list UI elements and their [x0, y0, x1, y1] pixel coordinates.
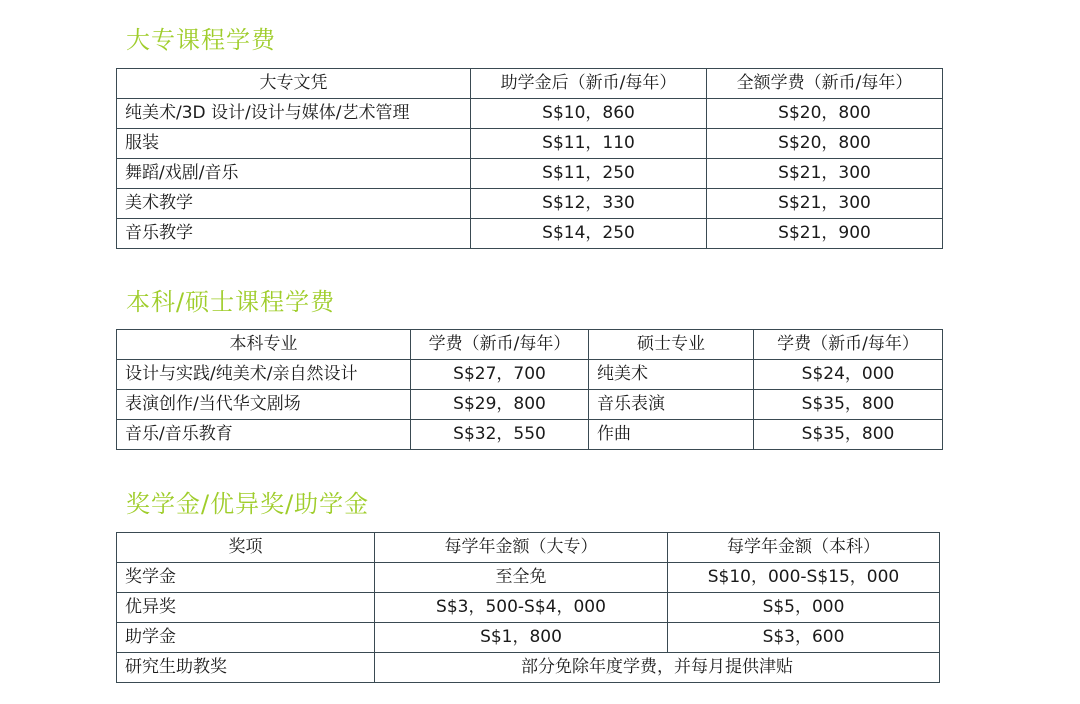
column-header: 助学金后（新币/每年） — [471, 69, 707, 99]
column-header: 本科专业 — [117, 330, 411, 360]
fee-cell: S$35，800 — [754, 390, 943, 420]
diploma-name-cell: 舞蹈/戏剧/音乐 — [117, 159, 471, 189]
bachelor-major-cell: 设计与实践/纯美术/亲自然设计 — [117, 360, 411, 390]
amount-cell: S$10，000-S$15，000 — [668, 563, 940, 593]
amount-cell: S$3，500-S$4，000 — [375, 593, 668, 623]
degree-fees-table — [116, 329, 943, 450]
fee-cell: S$20，800 — [707, 129, 943, 159]
bachelor-major-cell: 表演创作/当代华文剧场 — [117, 390, 411, 420]
table-header-row — [117, 330, 943, 360]
column-header: 硕士专业 — [589, 330, 754, 360]
diploma-name-cell: 服装 — [117, 129, 471, 159]
diploma-name-cell: 纯美术/3D 设计/设计与媒体/艺术管理 — [117, 99, 471, 129]
table-row — [117, 219, 943, 249]
fee-cell: S$21，300 — [707, 189, 943, 219]
table-row — [117, 623, 940, 653]
amount-cell: S$5，000 — [668, 593, 940, 623]
table-row — [117, 420, 943, 450]
amount-cell: S$3，600 — [668, 623, 940, 653]
column-header: 大专文凭 — [117, 69, 471, 99]
column-header: 每学年金额（本科） — [668, 533, 940, 563]
fee-cell: S$10，860 — [471, 99, 707, 129]
fee-cell: S$12，330 — [471, 189, 707, 219]
fee-cell: S$14，250 — [471, 219, 707, 249]
diploma-name-cell: 美术教学 — [117, 189, 471, 219]
amount-cell: 至全免 — [375, 563, 668, 593]
table-row — [117, 159, 943, 189]
scholarship-table — [116, 532, 940, 683]
column-header: 奖项 — [117, 533, 375, 563]
table-row — [117, 129, 943, 159]
scholarship-heading: 奖学金/优异奖/助学金 — [126, 490, 370, 518]
bachelor-major-cell: 音乐/音乐教育 — [117, 420, 411, 450]
table-row — [117, 99, 943, 129]
table-row — [117, 653, 940, 683]
award-name-cell: 优异奖 — [117, 593, 375, 623]
master-major-cell: 作曲 — [589, 420, 754, 450]
column-header: 全额学费（新币/每年） — [707, 69, 943, 99]
fee-cell: S$20，800 — [707, 99, 943, 129]
column-header: 学费（新币/每年） — [754, 330, 943, 360]
fee-cell: S$21，900 — [707, 219, 943, 249]
fee-cell: S$29，800 — [411, 390, 589, 420]
amount-cell-merged: 部分免除年度学费，并每月提供津贴 — [375, 653, 940, 683]
table-row — [117, 390, 943, 420]
diploma-name-cell: 音乐教学 — [117, 219, 471, 249]
table-row — [117, 593, 940, 623]
fee-cell: S$11，250 — [471, 159, 707, 189]
fee-cell: S$27，700 — [411, 360, 589, 390]
column-header: 学费（新币/每年） — [411, 330, 589, 360]
master-major-cell: 纯美术 — [589, 360, 754, 390]
table-row — [117, 360, 943, 390]
diploma-fees-table — [116, 68, 943, 249]
award-name-cell: 助学金 — [117, 623, 375, 653]
column-header: 每学年金额（大专） — [375, 533, 668, 563]
amount-cell: S$1，800 — [375, 623, 668, 653]
fee-cell: S$24，000 — [754, 360, 943, 390]
fee-cell: S$21，300 — [707, 159, 943, 189]
diploma-fees-heading: 大专课程学费 — [126, 26, 276, 54]
fee-cell: S$11，110 — [471, 129, 707, 159]
degree-fees-heading: 本科/硕士课程学费 — [126, 288, 336, 316]
table-row — [117, 563, 940, 593]
table-row — [117, 189, 943, 219]
fee-cell: S$32，550 — [411, 420, 589, 450]
award-name-cell: 奖学金 — [117, 563, 375, 593]
table-header-row — [117, 69, 943, 99]
table-header-row — [117, 533, 940, 563]
award-name-cell: 研究生助教奖 — [117, 653, 375, 683]
master-major-cell: 音乐表演 — [589, 390, 754, 420]
fee-cell: S$35，800 — [754, 420, 943, 450]
